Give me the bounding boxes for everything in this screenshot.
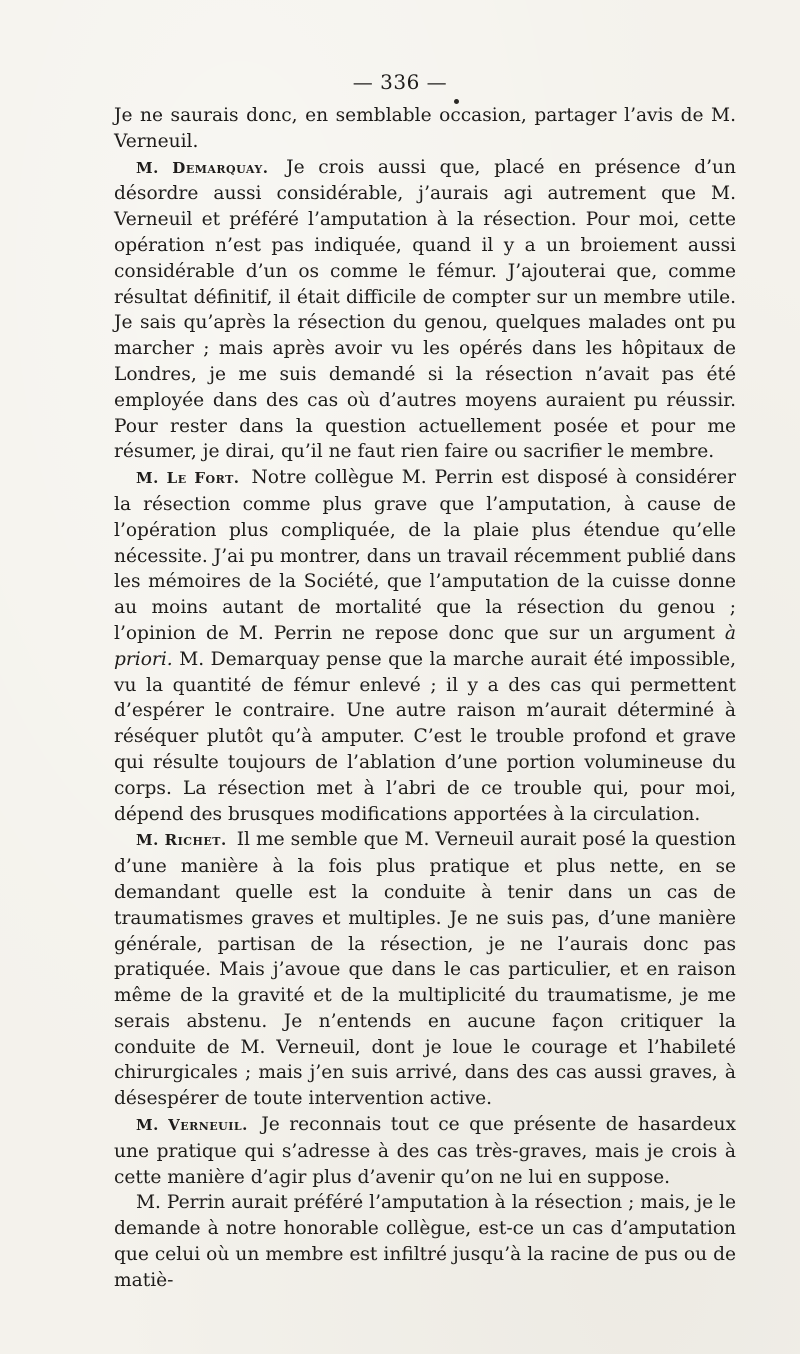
paragraph-text: M. Demarquay pense que la marche aurait été impossible, vu la quantité de fémur enlevé ; il y a des cas qui permettent d’espérer le contraire. Une autre raison m’aurait déterminé à réséquer plutôt qu’à amputer. C’est le trouble profond et grave qui résulte toujours de l’ablation d’une portion volumineuse du corps. La résection met à l’abri de ce trouble qui, pour moi, dépend des brusques modifications apportées à la circulation. [114,648,736,825]
speaker-name: M. Le Fort. [136,469,240,488]
speaker-name: M. Richet. [136,831,227,850]
paragraph-le-fort [114,465,736,827]
paragraph-text: Je reconnais tout ce que présente de hasardeux une pratique qui s’adresse à des cas très-graves, mais je crois à cette manière d’agir plus d’avenir qu’on ne lui en suppose. [114,1114,736,1188]
paragraph-text: Il me semble que M. Verneuil aurait posé la question d’une manière à la fois plus pratique et plus nette, en se demandant quelle est la conduite à tenir dans un cas de traumatismes graves et multiples. Je ne suis pas, d’une manière générale, partisan de la résection, je ne l’aurais donc pas pratiquée. Mais j’avoue que dans le cas particulier, et en raison même de la gravité et de la multiplicité du traumatisme, je me serais abstenu. Je n’entends en aucune façon critiquer la conduite de M. Verneuil, dont je loue le courage et l’habileté chirurgicales ; mais j’en suis arrivé, dans des cas aussi graves, à désespérer de toute intervention active. [114,829,736,1110]
paragraph-text: Je crois aussi que, placé en présence d’un désordre aussi considérable, j’aurais agi autrement que M. Verneuil et préféré l’amputation à la résection. Pour moi, cette opération n’est pas indiquée, quand il y a un broiement aussi considérable d’un os comme le fémur. J’ajouterai que, comme résultat définitif, il était difficile de compter sur un membre utile. Je sais qu’après la résection du genou, quelques malades ont pu marcher ; mais après avoir vu les opérés dans les hôpitaux de Londres, je me suis demandé si la résection n’avait pas été employée dans des cas où d’autres moyens auraient pu réussir. Pour rester dans la question actuellement posée et pour me résumer, je dirai, qu’il ne faut rien faire ou sacrifier le membre. [114,156,736,463]
paragraph-intro [114,103,736,155]
latin-emphasis: à priori. [114,622,736,670]
paragraph-text: Je ne saurais donc, en semblable occasion, partager l’avis de M. Verneuil. [114,105,736,152]
speaker-name: M. Verneuil. [136,1116,248,1135]
paragraph-perrin [114,1190,736,1293]
page-number: — 336 — [352,70,448,94]
body-text [114,103,736,1294]
speaker-name: M. Demarquay. [136,158,269,177]
paragraph-text: M. Perrin aurait préféré l’amputation à la résection ; mais, je le demande à notre honorable collègue, est-ce un cas d’amputation que celui où un membre est infiltré jusqu’à la racine de pus ou de matiè- [114,1192,736,1291]
paragraph-richet [114,827,736,1112]
paragraph-demarquay [114,155,736,466]
paragraph-text: Notre collègue M. Perrin est disposé à considérer la résection comme plus grave que l’amputation, à cause de l’opération plus compliquée, de la plaie plus étendue qu’elle nécessite. J’ai pu montrer, dans un travail récemment publié dans les mémoires de la Société, que l’amputation de la cuisse donne au moins autant de mortalité que la résection du genou ; l’opinion de M. Perrin ne repose donc que sur un argument [114,467,736,644]
paragraph-verneuil [114,1112,736,1190]
